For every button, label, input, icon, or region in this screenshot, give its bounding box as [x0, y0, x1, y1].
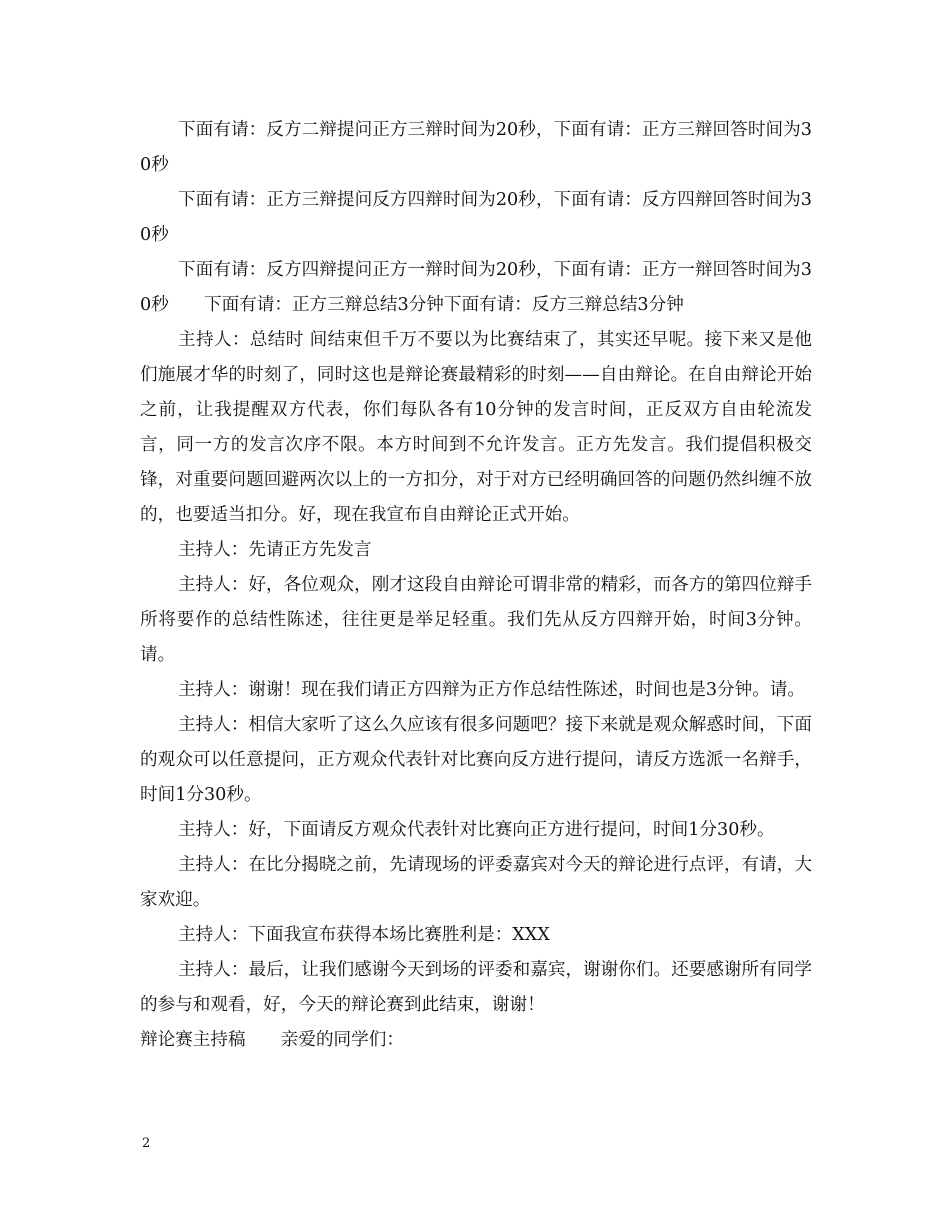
paragraph-8: 主持人：相信大家听了这么久应该有很多问题吧？接下来就是观众解惑时间，下面的观众可以任意提问，正方观众代表针对比赛向反方进行提问，请反方选派一名辩手，时间1分30秒。 — [140, 715, 812, 805]
paragraph-5: 主持人：先请正方先发言 — [178, 540, 372, 560]
section-heading: 辩论赛主持稿 亲爱的同学们： — [140, 1030, 404, 1050]
paragraph-12: 主持人：最后，让我们感谢今天到场的评委和嘉宾，谢谢你们。还要感谢所有同学的参与和观看，好，今天的辩论赛到此结束，谢谢！ — [140, 960, 812, 1015]
paragraph-7: 主持人：谢谢！现在我们请正方四辩为正方作总结性陈述，时间也是3分钟。请。 — [178, 680, 805, 700]
paragraph-2: 下面有请：正方三辩提问反方四辩时间为20秒，下面有请：反方四辩回答时间为30秒 — [140, 190, 812, 245]
paragraph-3: 下面有请：反方四辩提问正方一辩时间为20秒，下面有请：正方一辩回答时间为30秒 下面有请：正方三辩总结3分钟下面有请：反方三辩总结3分钟 — [140, 260, 812, 315]
paragraph-9: 主持人：好，下面请反方观众代表针对比赛向正方进行提问，时间1分30秒。 — [178, 820, 775, 840]
paragraph-4: 主持人：总结时 间结束但千万不要以为比赛结束了，其实还早呢。接下来又是他们施展才华的时刻了，同时这也是辩论赛最精彩的时刻——自由辩论。在自由辩论开始之前，让我提醒双方代表，你们每队各有10分钟的发言时间，正反双方自由轮流发言，同一方的发言次序不限。本方时间到不允许发言。正方先发言。我们提倡积极交锋，对重要问题回避两次以上的一方扣分，对于对方已经明确回答的问题仍然纠缠不放的，也要适当扣分。好，现在我宣布自由辩论正式开始。 — [140, 330, 812, 525]
document-body — [140, 113, 812, 1058]
paragraph-1: 下面有请：反方二辩提问正方三辩时间为20秒，下面有请：正方三辩回答时间为30秒 — [140, 120, 812, 175]
paragraph-10: 主持人：在比分揭晓之前，先请现场的评委嘉宾对今天的辩论进行点评，有请，大家欢迎。 — [140, 855, 812, 910]
page-number: 2 — [142, 1136, 151, 1151]
paragraph-6: 主持人：好，各位观众，刚才这段自由辩论可谓非常的精彩，而各方的第四位辩手所将要作的总结性陈述，往往更是举足轻重。我们先从反方四辩开始，时间3分钟。请。 — [140, 575, 812, 665]
paragraph-11: 主持人：下面我宣布获得本场比赛胜利是：XXX — [178, 925, 550, 945]
